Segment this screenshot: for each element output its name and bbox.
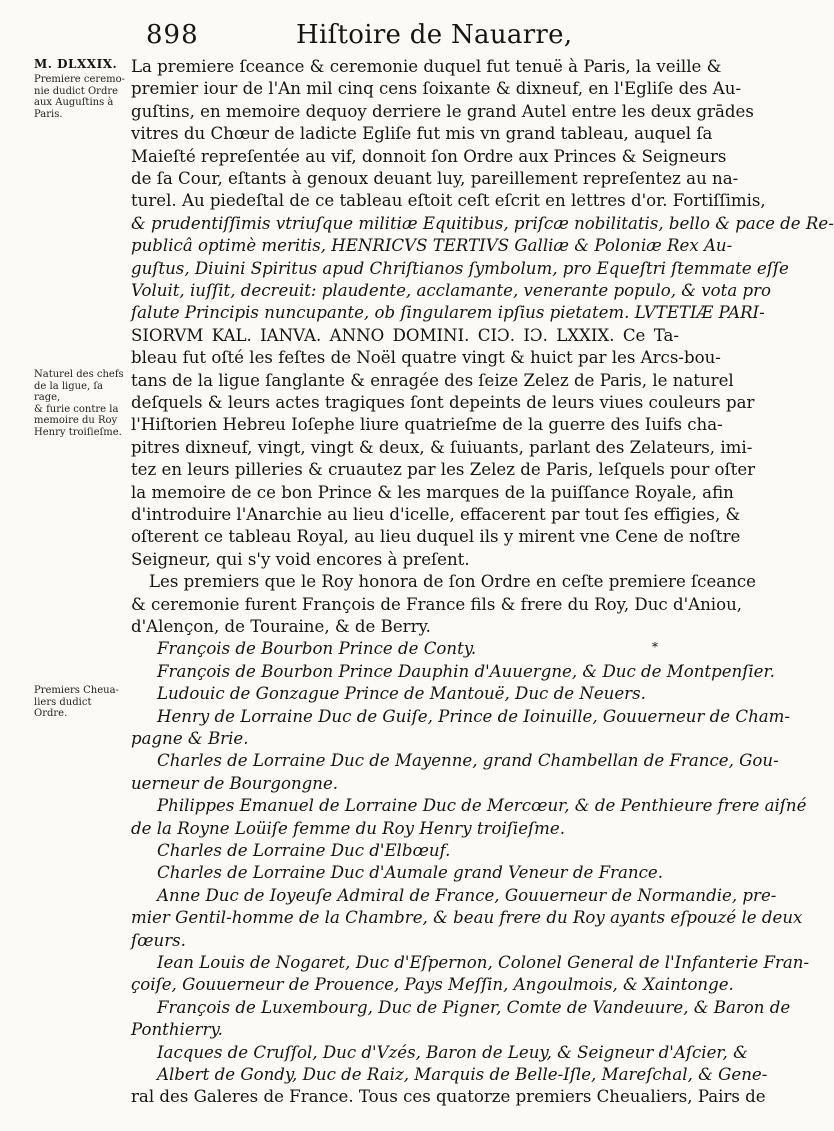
text-line: guſtus, Diuini Spiritus apud Chriſtianos ſymbolum, pro Equeſtri ſtemmate eſſe — [131, 258, 789, 278]
margin-note-ceremony — [34, 74, 126, 120]
margin-note-line: aux Auguſtins à — [34, 97, 114, 108]
text-line: & ceremonie furent François de France fils & frere du Roy, Duc d'Aniou, — [131, 594, 743, 614]
margin-note-line: Naturel des chefs — [34, 369, 124, 380]
margin-note-league — [34, 369, 126, 438]
marginal-asterisk: * — [652, 640, 658, 654]
text-line: Seigneur, qui s'y void encores à preſent. — [131, 549, 470, 569]
text-line: d'introduire l'Anarchie au lieu d'icelle, effacerent par tout ſes effigies, & — [131, 505, 741, 524]
text-line: Philippes Emanuel de Lorraine Duc de Mercœur, & de Penthieure frere aiſné — [157, 796, 807, 816]
margin-note-line: liers dudict Ordre. — [34, 696, 92, 719]
text-line: d'Alençon, de Touraine, & de Berry. — [131, 617, 431, 636]
margin-note-knights — [34, 685, 126, 720]
margin-note-line: Paris. — [34, 108, 63, 120]
text-line: turel. Au piedeſtal de ce tableau eſtoit ceſt eſcrit en lettres d'or. Fortiſſimis, — [131, 191, 766, 211]
text-line: vitres du Chœur de ladicte Egliſe fut mis vn grand tableau, auquel ſa — [131, 124, 713, 144]
text-line: tans de la ligue ſanglante & enragée des ſeize Zelez de Paris, le naturel — [131, 370, 734, 390]
page-header — [146, 18, 676, 52]
text-line: Anne Duc de Ioyeuſe Admiral de France, Gouuerneur de Normandie, pre- — [157, 885, 777, 905]
text-line: Les premiers que le Roy honora de ſon Ordre en ceſte premiere ſceance — [149, 572, 756, 592]
text-line: La premiere ſceance & ceremonie duquel fut tenuë à Paris, la veille & — [131, 57, 722, 76]
text-line: François de Bourbon Prince Dauphin d'Auuergne, & Duc de Montpenſier. — [157, 661, 775, 681]
text-line: Henry de Lorraine Duc de Guiſe, Prince de Ioinuille, Gouuerneur de Cham- — [157, 706, 790, 726]
text-line: Charles de Lorraine Duc de Mayenne, grand Chambellan de France, Gou- — [157, 751, 779, 771]
text-line: l'Hiſtorien Hebreu Ioſephe liure quatrieſme de la guerre des Iuifs cha- — [131, 415, 723, 435]
text-line: Ludouic de Gonzague Prince de Mantouë, Duc de Neuers. — [157, 684, 646, 704]
text-line: tez en leurs pilleries & cruautez par les Zelez de Paris, leſquels pour oſter — [131, 460, 756, 480]
text-line: Iacques de Cruſſol, Duc d'Vzés, Baron de Leuy, & Seigneur d'Aſcier, & — [157, 1042, 748, 1062]
text-line: Maieſté repreſentée au vif, donnoit ſon Ordre aux Princes & Seigneurs — [131, 146, 727, 166]
text-line: Albert de Gondy, Duc de Raiz, Marquis de Belle-Iſle, Mareſchal, & Gene- — [157, 1065, 768, 1084]
text-line: François de Bourbon Prince de Conty. — [157, 639, 477, 659]
text-line: pagne & Brie. — [131, 729, 249, 748]
text-line: de ſa Cour, eſtants à genoux deuant luy, pareillement repreſentez au na- — [131, 169, 739, 188]
text-line: bleau fut oſté les feſtes de Noël quatre vingt & huict par les Arcs-bou- — [131, 348, 721, 368]
text-line: Charles de Lorraine Duc d'Aumale grand Veneur de France. — [157, 863, 663, 883]
text-line: deſquels & leurs actes tragiques ſont depeints de leurs viues couleurs par — [131, 393, 755, 412]
text-line: uerneur de Bourgongne. — [131, 773, 339, 793]
text-line: & prudentiſſimis vtriuſque militiæ Equitibus, priſcæ nobilitatis, bello & pace de Re- — [131, 213, 834, 233]
text-line: ſalute Principis nuncupante, ob ſingularem ipſius pietatem. LVTETIÆ PARI- — [131, 303, 765, 323]
text-line: ral des Galeres de France. Tous ces quatorze premiers Cheualiers, Pairs de — [131, 1087, 766, 1107]
text-line: oſterent ce tableau Royal, au lieu duquel ils y mirent vne Cene de noſtre — [131, 527, 741, 547]
margin-note-line: Henry troiſieſme. — [34, 426, 122, 438]
text-line: Charles de Lorraine Duc d'Elbœuf. — [157, 841, 451, 860]
text-line: ſœurs. — [131, 930, 186, 950]
text-line: guſtins, en memoire dequoy derriere le grand Autel entre les deux grādes — [131, 101, 754, 121]
margin-note-line: Premiers Cheua- — [34, 685, 119, 696]
page-number: 898 — [146, 20, 199, 50]
margin-year: M. DLXXIX. — [34, 57, 118, 71]
text-line: premier iour de l'An mil cinq cens ſoixante & dixneuf, en l'Egliſe des Au- — [131, 79, 742, 99]
margin-note-line: & furie contre la — [34, 403, 119, 415]
text-line: çoiſe, Gouuerneur de Prouence, Pays Meſſin, Angoulmois, & Xaintonge. — [131, 975, 734, 995]
text-line: la memoire de ce bon Prince & les marques de la puiſſance Royale, afin — [131, 482, 734, 502]
text-line: François de Luxembourg, Duc de Pigner, Comte de Vandeuure, & Baron de — [157, 997, 791, 1017]
text-line: mier Gentil-homme de la Chambre, & beau frere du Roy ayants eſpouzé le deux — [131, 908, 803, 928]
text-line: Iean Louis de Nogaret, Duc d'Eſpernon, Colonel General de l'Infanterie Fran- — [157, 953, 810, 972]
text-line: Voluit, iuſſit, decreuit: plaudente, acclamante, venerante populo, & vota pro — [131, 281, 772, 300]
margin-note-line: de la ligue, ſa rage, — [34, 380, 104, 403]
margin-note-line: nie dudict Ordre — [34, 85, 119, 97]
text-line: Ponthierry. — [131, 1020, 223, 1040]
running-title: Hiſtoire de Nauarre, — [296, 20, 573, 50]
text-line: pitres dixneuf, vingt, vingt & deux, & ſuiuants, parlant des Zelateurs, imi- — [131, 437, 753, 457]
text-line: publicâ optimè meritis, HENRICVS TERTIVS Galliæ & Poloniæ Rex Au- — [131, 236, 733, 256]
text-line: SIORVM KAL. IANVA. ANNO DOMINI. CIƆ. IƆ. LXXIX. Ce Ta- — [131, 325, 679, 345]
margin-note-line: Premiere ceremo- — [34, 74, 126, 85]
text-line: de la Royne Loüiſe femme du Roy Henry troiſieſme. — [131, 818, 566, 838]
margin-note-line: memoire du Roy — [34, 415, 118, 426]
